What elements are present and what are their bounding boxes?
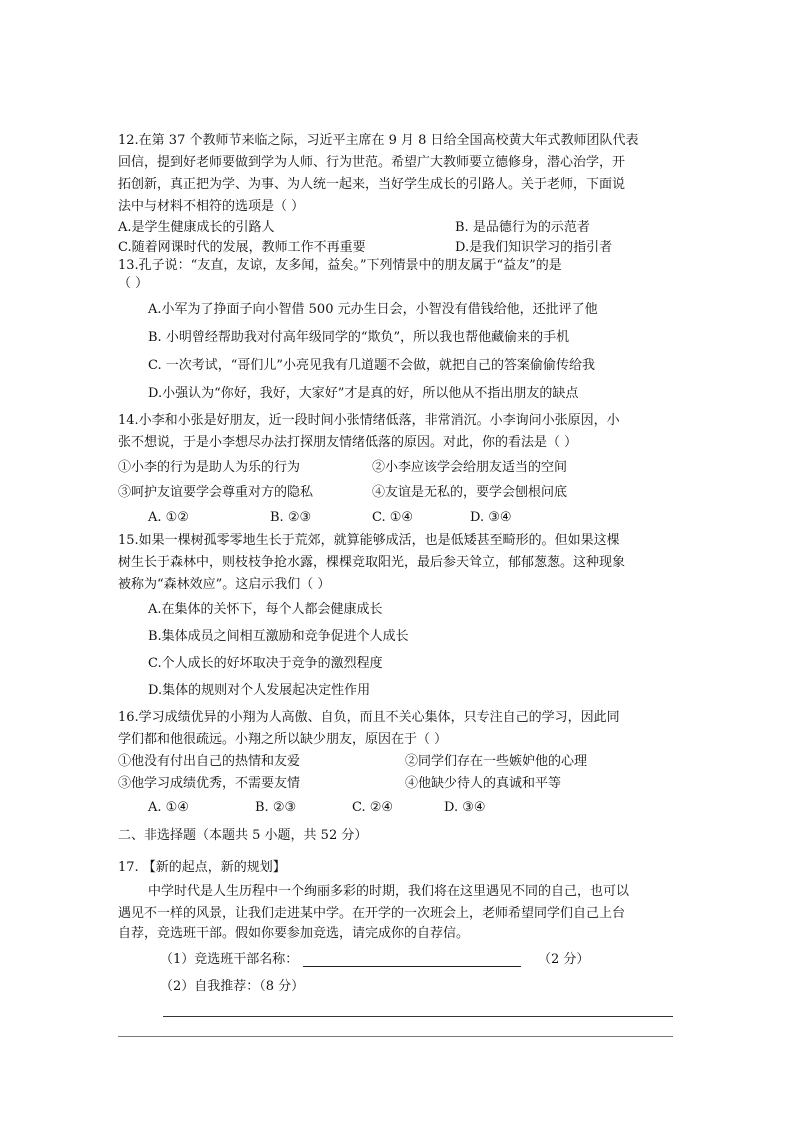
q17-heading: 17. 【新的起点，新的规划】 xyxy=(118,860,286,875)
q13-option-d: D.小强认为“你好，我好，大家好”才是真的好，所以他从不指出朋友的缺点 xyxy=(148,386,579,401)
q17-sub1-score: （2 分） xyxy=(538,952,590,967)
q16-statement-1: ①他没有付出自己的热情和友爱 xyxy=(118,754,301,769)
q12-line2: 回信，提到好老师要做到学为人师、行为世范。希望广大教师要立德修身，潜心治学，开 xyxy=(118,155,626,170)
q17-sub2-label: （2）自我推荐：（8 分） xyxy=(160,979,305,994)
page-bottom-rule xyxy=(118,1036,673,1037)
q15-option-d: D.集体的规则对个人发展起决定性作用 xyxy=(148,683,371,698)
q15-option-a: A.在集体的关怀下，每个人都会健康成长 xyxy=(148,602,383,617)
q14-statement-4: ④友谊是无私的，要学会刨根问底 xyxy=(372,485,568,500)
section-2-title: 二、非选择题（本题共 5 小题，共 52 分） xyxy=(118,828,368,843)
q14-line1: 14.小李和小张是好朋友，近一段时间小张情绪低落，非常消沉。小李询问小张原因，小 xyxy=(118,413,620,428)
q14-statement-3: ③呵护友谊要学会尊重对方的隐私 xyxy=(118,485,314,500)
q12-option-d: D.是我们知识学习的指引者 xyxy=(455,240,613,255)
q16-line1: 16.学习成绩优异的小翔为人高傲、自负，而且不关心集体，只专注自己的学习，因此同 xyxy=(118,710,620,725)
q15-line1: 15.如果一棵树孤零零地生长于荒郊，就算能够成活，也是低矮甚至畸形的。但如果这棵 xyxy=(118,533,620,548)
q12-option-b: B. 是品德行为的示范者 xyxy=(455,220,590,235)
q14-option-b: B. ②③ xyxy=(270,510,312,525)
q13-option-b: B. 小明曾经帮助我对付高年级同学的“欺负”，所以我也帮他藏偷来的手机 xyxy=(148,330,570,345)
q16-option-d: D. ③④ xyxy=(444,800,486,815)
q13-option-c: C. 一次考试，“哥们儿”小亮见我有几道题不会做，就把自己的答案偷偷传给我 xyxy=(148,358,596,373)
q16-line2: 学们都和他很疏远。小翔之所以缺少朋友，原因在于（ ） xyxy=(118,732,448,747)
self-recommendation-answer-line[interactable] xyxy=(163,1016,673,1017)
q12-line4: 法中与材料不相符的选项是（ ） xyxy=(118,199,305,214)
q14-option-a: A. ①② xyxy=(148,510,189,525)
q12-option-a: A.是学生健康成长的引路人 xyxy=(118,220,275,235)
q14-statement-2: ②小李应该学会给朋友适当的空间 xyxy=(372,460,568,475)
q13-line1: 13.孔子说：“友直，友谅，友多闻，益矣。”下列情景中的朋友属于“益友”的是 xyxy=(118,258,562,273)
class-position-answer-line[interactable] xyxy=(303,965,521,967)
q14-option-d: D. ③④ xyxy=(470,510,512,525)
q17-sub1-label: （1）竞选班干部名称： xyxy=(160,952,299,967)
q17-para-line2: 遇见不一样的风景，让我们走进某中学。在开学的一次班会上，老师希望同学们自己上台 xyxy=(118,906,626,921)
q17-para-line1: 中学时代是人生历程中一个绚丽多彩的时期，我们将在这里遇见不同的自己，也可以 xyxy=(148,884,630,899)
q15-option-c: C.个人成长的好坏取决于竞争的激烈程度 xyxy=(148,656,383,671)
q12-line3: 拓创新，真正把为学、为事、为人统一起来，当好学生成长的引路人。关于老师，下面说 xyxy=(118,177,626,192)
q16-statement-3: ③他学习成绩优秀，不需要友情 xyxy=(118,776,301,791)
q16-option-c: C. ②④ xyxy=(352,800,394,815)
q12-option-c: C.随着网课时代的发展，教师工作不再重要 xyxy=(118,240,366,255)
q13-line2: （ ） xyxy=(118,276,149,291)
q13-option-a: A.小军为了挣面子向小智借 500 元办生日会，小智没有借钱给他，还批评了他 xyxy=(148,302,598,317)
q14-line2: 张不想说，于是小李想尽办法打探朋友情绪低落的原因。对此，你的看法是（ ） xyxy=(118,435,578,450)
q17-para-line3: 自荐，竞选班干部。假如你要参加竞选，请完成你的自荐信。 xyxy=(118,926,470,941)
q16-option-b: B. ②③ xyxy=(255,800,297,815)
q15-line2: 树生长于森林中，则枝枝争抢水露，棵棵竞取阳光，最后参天耸立，郁郁葱葱。这种现象 xyxy=(118,555,626,570)
q14-statement-1: ①小李的行为是助人为乐的行为 xyxy=(118,460,301,475)
q15-option-b: B.集体成员之间相互激励和竞争促进个人成长 xyxy=(148,629,409,644)
q16-statement-2: ②同学们存在一些嫉妒他的心理 xyxy=(405,754,588,769)
q12-line1: 12.在第 37 个教师节来临之际，习近平主席在 9 月 8 日给全国高校黄大年式教师团队代表 xyxy=(118,133,639,148)
q15-line3: 被称为“森林效应”。这启示我们（ ） xyxy=(118,577,331,592)
q14-option-c: C. ①④ xyxy=(372,510,414,525)
q16-statement-4: ④他缺少待人的真诚和平等 xyxy=(405,776,562,791)
q16-option-a: A. ①④ xyxy=(148,800,189,815)
